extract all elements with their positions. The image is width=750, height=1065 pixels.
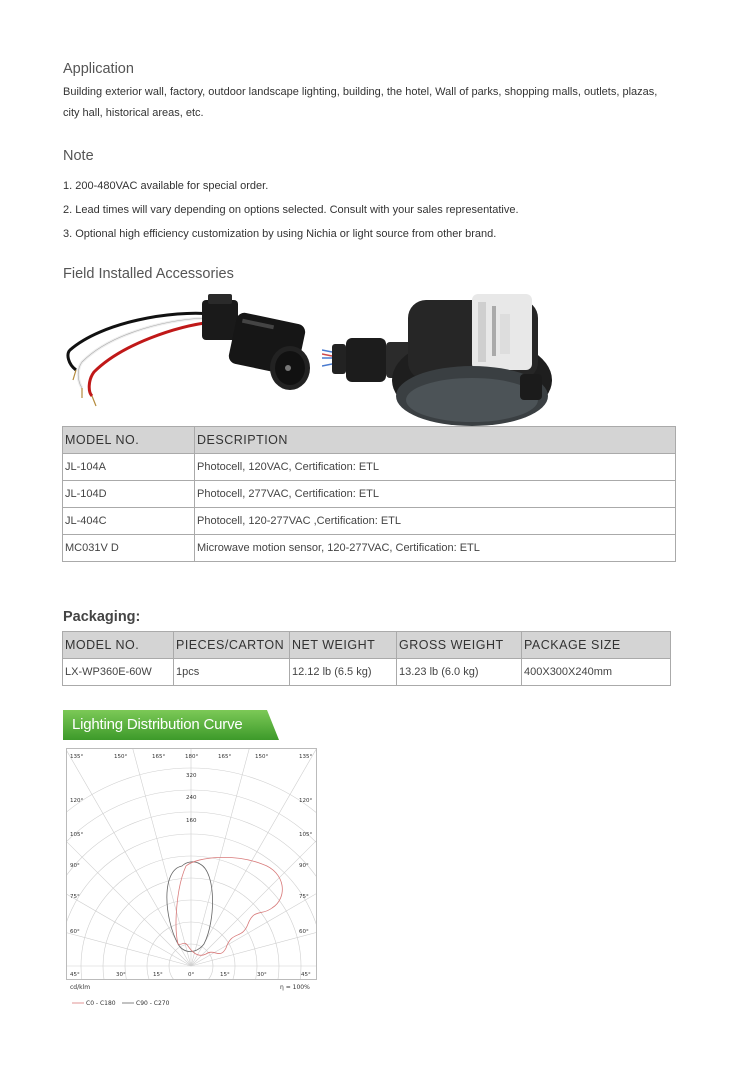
angle-label: 15° (153, 972, 163, 978)
angle-label: 0° (188, 972, 195, 978)
accessory-description: Photocell, 277VAC, Certification: ETL (195, 481, 676, 508)
angle-label: 150° (255, 754, 269, 760)
accessories-title: Field Installed Accessories (63, 266, 234, 282)
angle-label: 135° (70, 754, 84, 760)
angle-label: 75° (299, 894, 309, 900)
table-row (63, 508, 676, 535)
accessory-description: Photocell, 120VAC, Certification: ETL (195, 454, 676, 481)
angle-label: 105° (70, 832, 84, 838)
table-row (63, 454, 676, 481)
accessories-header-model: MODEL NO. (63, 427, 195, 454)
legend-c0-c180: C0 - C180 (86, 1000, 116, 1007)
packaging-gross-weight: 13.23 lb (6.0 kg) (397, 659, 522, 686)
angle-label: 30° (257, 972, 267, 978)
accessory-model: JL-104D (63, 481, 195, 508)
packaging-package-size: 400X300X240mm (522, 659, 671, 686)
radial-value-label: 240 (186, 795, 197, 801)
application-text (63, 82, 693, 124)
accessory-description: Photocell, 120-277VAC ,Certification: ETL (195, 508, 676, 535)
angle-label: 120° (70, 798, 84, 804)
note-item-2: 2. Lead times will vary depending on options selected. Consult with your sales representative. (63, 204, 519, 216)
accessory-model: JL-404C (63, 508, 195, 535)
unit-label: cd/klm (70, 984, 91, 991)
packaging-header-net-weight: NET WEIGHT (290, 632, 397, 659)
table-row (63, 481, 676, 508)
table-row (63, 659, 671, 686)
angle-label: 180° (185, 754, 199, 760)
efficiency-label: η = 100% (280, 984, 310, 991)
packaging-net-weight: 12.12 lb (6.5 kg) (290, 659, 397, 686)
photocell-image (62, 292, 322, 422)
radial-value-label: 320 (186, 773, 197, 779)
accessory-model: JL-104A (63, 454, 195, 481)
polar-diagram (66, 748, 318, 1008)
packaging-pieces: 1pcs (174, 659, 290, 686)
table-row (63, 535, 676, 562)
accessory-model: MC031V D (63, 535, 195, 562)
angle-label: 45° (301, 972, 311, 978)
angle-label: 150° (114, 754, 128, 760)
angle-label: 15° (220, 972, 230, 978)
application-text-line2: city hall, historical areas, etc. (63, 107, 204, 119)
angle-label: 75° (70, 894, 80, 900)
radial-value-label: 160 (186, 818, 197, 824)
angle-label: 165° (218, 754, 232, 760)
accessories-header-description: DESCRIPTION (195, 427, 676, 454)
angle-label: 90° (70, 863, 80, 869)
note-item-3: 3. Optional high efficiency customization by using Nichia or light source from other brand. (63, 228, 497, 240)
note-item-1: 1. 200-480VAC available for special order. (63, 180, 269, 192)
angle-label: 90° (299, 863, 309, 869)
angle-label: 135° (299, 754, 313, 760)
packaging-header-model: MODEL NO. (63, 632, 174, 659)
accessories-table (62, 426, 676, 562)
distribution-banner-title: Lighting Distribution Curve (72, 716, 243, 733)
angle-label: 120° (299, 798, 313, 804)
angle-label: 105° (299, 832, 313, 838)
packaging-table (62, 631, 671, 686)
note-title: Note (63, 148, 94, 164)
application-title: Application (63, 61, 134, 77)
packaging-title: Packaging: (63, 609, 141, 625)
motion-sensor-image (322, 286, 552, 426)
angle-label: 60° (70, 929, 80, 935)
angle-label: 165° (152, 754, 166, 760)
packaging-model: LX-WP360E-60W (63, 659, 174, 686)
packaging-header-gross-weight: GROSS WEIGHT (397, 632, 522, 659)
packaging-header-pieces: PIECES/CARTON (174, 632, 290, 659)
legend-c90-c270: C90 - C270 (136, 1000, 170, 1007)
angle-label: 60° (299, 929, 309, 935)
accessory-description: Microwave motion sensor, 120-277VAC, Certification: ETL (195, 535, 676, 562)
angle-label: 30° (116, 972, 126, 978)
application-text-line1: Building exterior wall, factory, outdoor landscape lighting, building, the hotel, Wall of parks, shopping malls, outlets, plazas, (63, 86, 658, 98)
angle-label: 45° (70, 972, 80, 978)
packaging-header-package-size: PACKAGE SIZE (522, 632, 671, 659)
